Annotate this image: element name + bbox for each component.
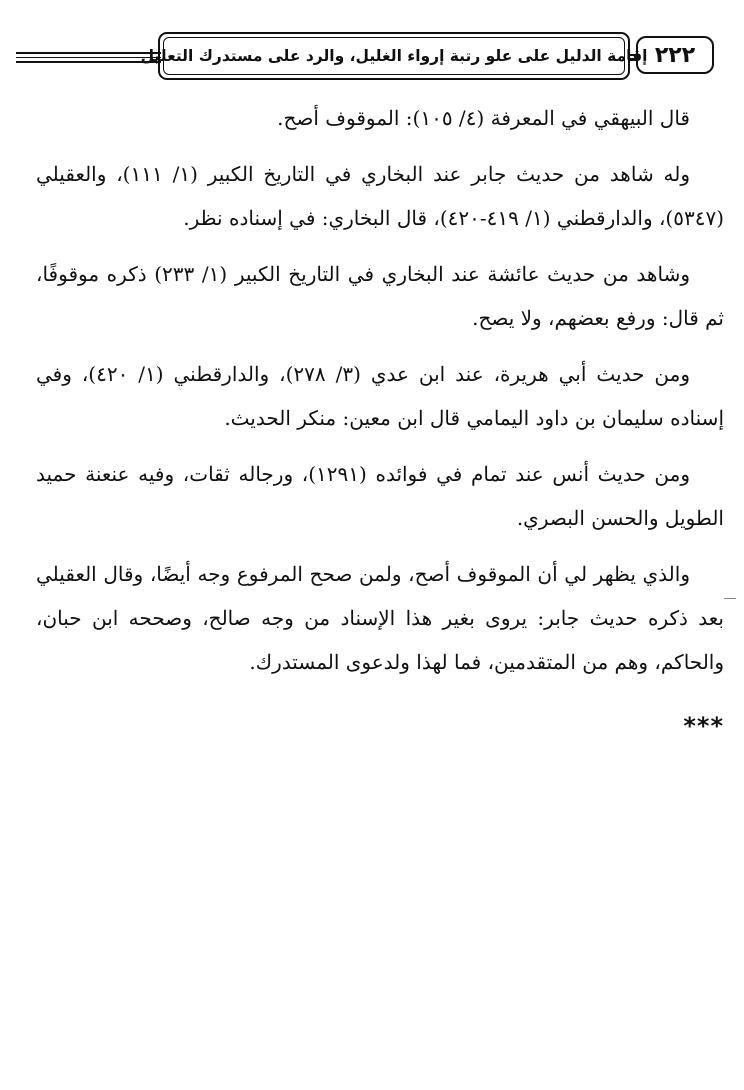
margin-mark [724, 598, 736, 599]
paragraph: وله شاهد من حديث جابر عند البخاري في التاريخ الكبير (١/ ١١١)، والعقيلي (٥٣٤٧)، والدارقطني (١/ ٤١٩-٤٢٠)، قال البخاري: في إسناده نظر. [36, 162, 724, 230]
header-rule [16, 52, 161, 54]
header-rule [16, 61, 161, 63]
paragraph: وشاهد من حديث عائشة عند البخاري في التاريخ الكبير (١/ ٢٣٣) ذكره موقوفًا، ثم قال: ورفع بعضهم، ولا يصح. [36, 262, 724, 330]
running-title: إقامة الدليل على علو رتبة إرواء الغليل، والرد على مستدرك التعليل [140, 47, 648, 65]
header-rule [16, 57, 161, 58]
running-header [16, 30, 716, 86]
header-rule-lines [16, 52, 161, 64]
page-number-frame [636, 36, 714, 74]
section-separator: *** [683, 712, 724, 740]
paragraph: ومن حديث أنس عند تمام في فوائده (١٢٩١)، ورجاله ثقات، وفيه عنعنة حميد الطويل والحسن البصري. [36, 462, 724, 530]
paragraph: قال البيهقي في المعرفة (٤/ ١٠٥): الموقوف أصح. [277, 106, 690, 130]
paragraph: والذي يظهر لي أن الموقوف أصح، ولمن صحح المرفوع وجه أيضًا، وقال العقيلي بعد ذكره حديث جابر: يروى بغير هذا الإسناد من وجه صالح، وصححه ابن حبان، والحاكم، وهم من المتقدمين، فما لهذا ولدعوى المستدرك. [36, 562, 724, 674]
paragraph: ومن حديث أبي هريرة، عند ابن عدي (٣/ ٢٧٨)، والدارقطني (١/ ٤٢٠)، وفي إسناده سليمان بن داود اليمامي قال ابن معين: منكر الحديث. [36, 362, 724, 430]
page-number: ٢٢٢ [654, 42, 696, 68]
running-title-frame [140, 32, 648, 80]
body-text [36, 96, 724, 748]
